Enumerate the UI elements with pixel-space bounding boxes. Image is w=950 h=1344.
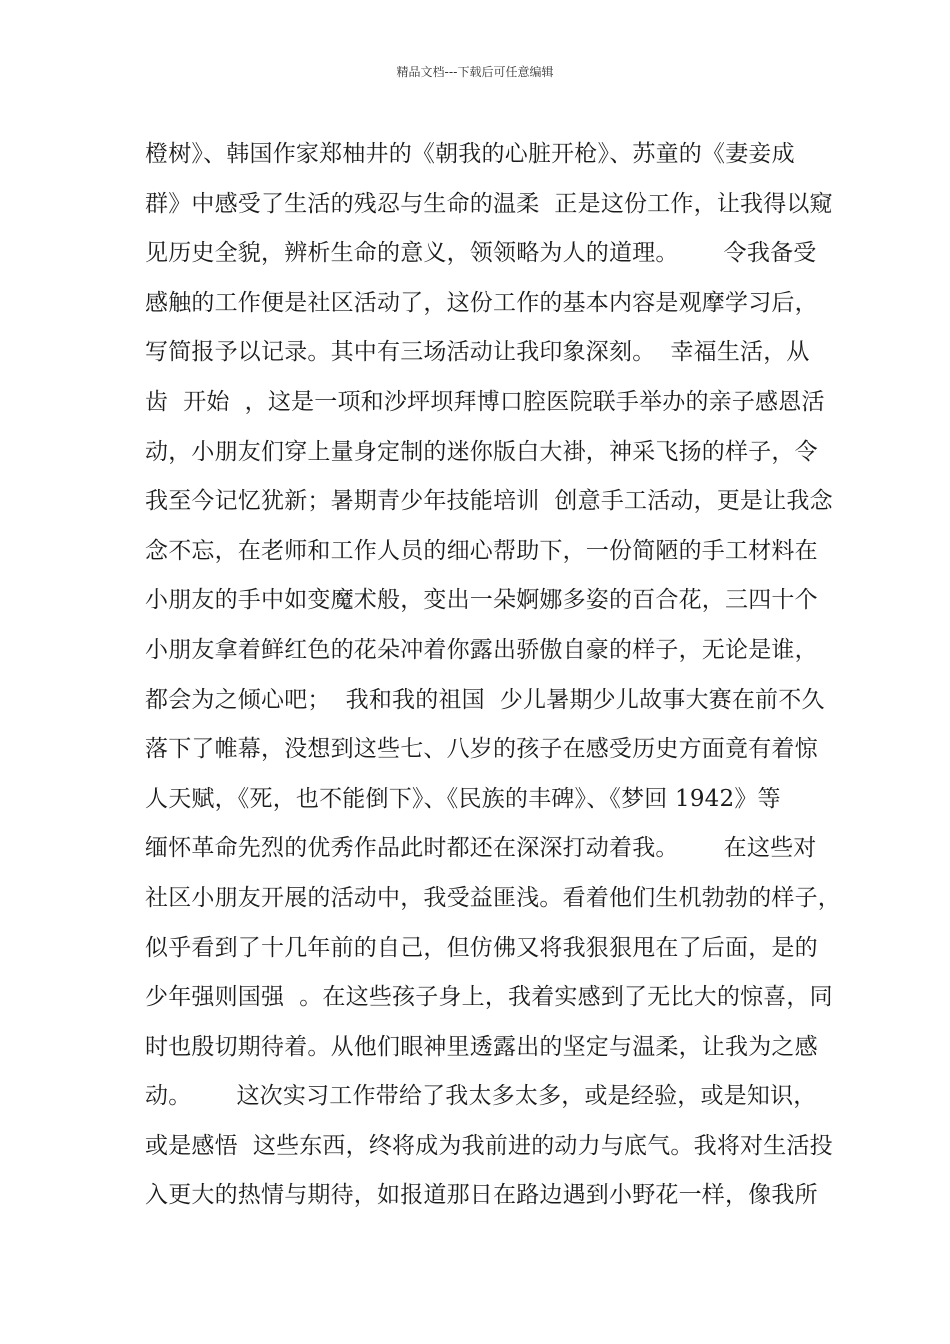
text-line: 动。 这次实习工作带给了我太多太多，或是经验，或是知识， — [145, 1083, 817, 1110]
text-line: 时也殷切期待着。从他们眼神里透露出的坚定与温柔，让我为之感 — [145, 1033, 818, 1060]
text-line: 社区小朋友开展的活动中，我受益匪浅。看着他们生机勃勃的样子， — [145, 884, 841, 911]
document-body — [145, 130, 841, 1221]
text-line: 念不忘，在老师和工作人员的细心帮助下，一份简陋的手工材料在 — [145, 537, 818, 564]
text-line: 人天赋，《死，也不能倒下》、《民族的丰碑》、《梦回 1942》等 — [145, 785, 781, 812]
text-line: 橙树》、韩国作家郑柚井的《朝我的心脏开枪》、苏童的《妻妾成 — [145, 141, 795, 167]
text-line: 我至今记忆犹新；暑期青少年技能培训 创意手工活动，更是让我念 — [145, 488, 833, 515]
text-line: 群》中感受了生活的残忍与生命的温柔 正是这份工作，让我得以窥 — [145, 190, 833, 217]
text-line: 都会为之倾心吧； 我和我的祖国 少儿暑期少儿故事大赛在前不久 — [145, 686, 825, 713]
text-line: 少年强则国强 。在这些孩子身上，我着实感到了无比大的惊喜，同 — [145, 984, 833, 1011]
text-line: 写简报予以记录。其中有三场活动让我印象深刻。 幸福生活，从 — [145, 339, 810, 366]
text-line: 缅怀革命先烈的优秀作品此时都还在深深打动着我。 在这些对 — [145, 835, 817, 862]
text-line: 感触的工作便是社区活动了，这份工作的基本内容是观摩学习后， — [145, 289, 818, 316]
text-line: 小朋友的手中如变魔术般，变出一朵婀娜多姿的百合花，三四十个 — [145, 587, 818, 614]
text-line: 落下了帷幕，没想到这些七、八岁的孩子在感受历史方面竟有着惊 — [145, 736, 818, 763]
text-line: 齿 开始 ，这是一项和沙坪坝拜博口腔医院联手举办的亲子感恩活 — [145, 388, 825, 415]
text-line: 动，小朋友们穿上量身定制的迷你版白大褂，神采飞扬的样子，令 — [145, 438, 818, 465]
text-line: 或是感悟 这些东西，终将成为我前进的动力与底气。我将对生活投 — [145, 1132, 833, 1159]
text-line: 见历史全貌，辨析生命的意义，领领略为人的道理。 令我备受 — [145, 240, 817, 267]
text-line: 入更大的热情与期待，如报道那日在路边遇到小野花一样，像我所 — [145, 1182, 818, 1209]
text-line: 似乎看到了十几年前的自己，但仿佛又将我狠狠甩在了后面，是的 — [145, 934, 818, 961]
text-line: 小朋友拿着鲜红色的花朵冲着你露出骄傲自豪的样子，无论是谁， — [145, 636, 818, 663]
page-header: 精品文档---下载后可任意编辑 — [396, 65, 554, 79]
